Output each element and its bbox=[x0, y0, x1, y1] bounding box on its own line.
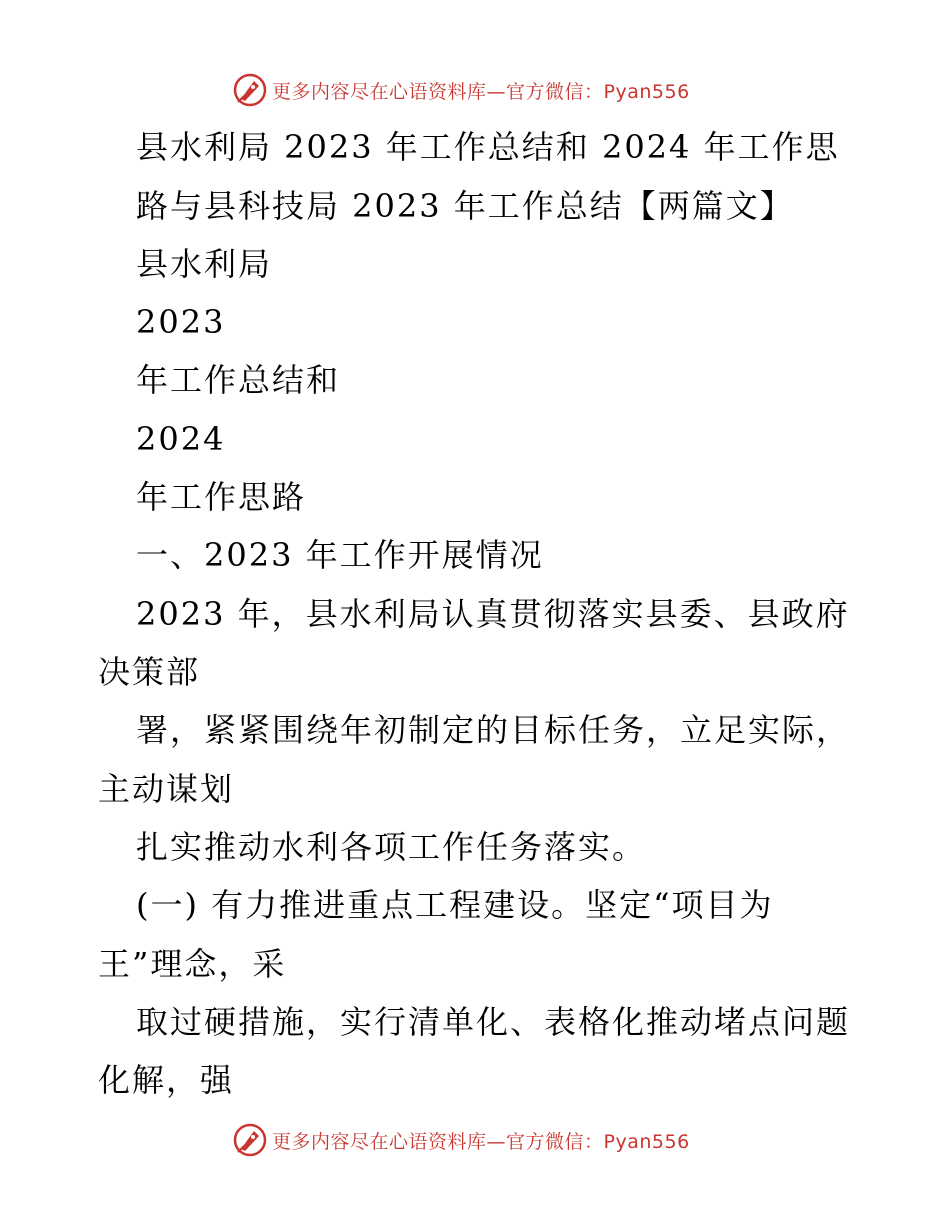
heading-line-3: 年工作总结和 bbox=[136, 361, 341, 399]
paragraph-line: 扎实推动水利各项工作任务落实。 bbox=[136, 828, 647, 866]
heading-line-5: 年工作思路 bbox=[136, 478, 307, 516]
paragraph-line: 王”理念，采 bbox=[98, 945, 287, 983]
paragraph-line: (一) 有力推进重点工程建设。坚定“项目为 bbox=[136, 886, 774, 924]
pen-nib-logo-icon bbox=[232, 1122, 268, 1158]
paragraph-line: 决策部 bbox=[98, 653, 201, 691]
document-title-line-1: 县水利局 2023 年工作总结和 2024 年工作思 bbox=[136, 128, 840, 166]
paragraph-line: 2023 年，县水利局认真贯彻落实县委、县政府 bbox=[136, 595, 850, 633]
heading-line-1: 县水利局 bbox=[136, 245, 273, 283]
watermark-text: 更多内容尽在心语资料库—官方微信：Pyan556 bbox=[272, 1130, 690, 1153]
heading-line-2: 2023 bbox=[136, 303, 226, 341]
watermark-text: 更多内容尽在心语资料库—官方微信：Pyan556 bbox=[272, 80, 690, 103]
paragraph-line: 署，紧紧围绕年初制定的目标任务，立足实际， bbox=[136, 711, 851, 749]
paragraph-line: 主动谋划 bbox=[98, 770, 235, 808]
heading-line-4: 2024 bbox=[136, 420, 226, 458]
footer-watermark bbox=[232, 1120, 752, 1160]
paragraph-line: 化解，强 bbox=[98, 1061, 235, 1099]
section-heading: 一、2023 年工作开展情况 bbox=[136, 536, 544, 574]
paragraph-line: 取过硬措施，实行清单化、表格化推动堵点问题 bbox=[136, 1003, 851, 1041]
document-title-line-2: 路与县科技局 2023 年工作总结【两篇文】 bbox=[136, 187, 794, 225]
